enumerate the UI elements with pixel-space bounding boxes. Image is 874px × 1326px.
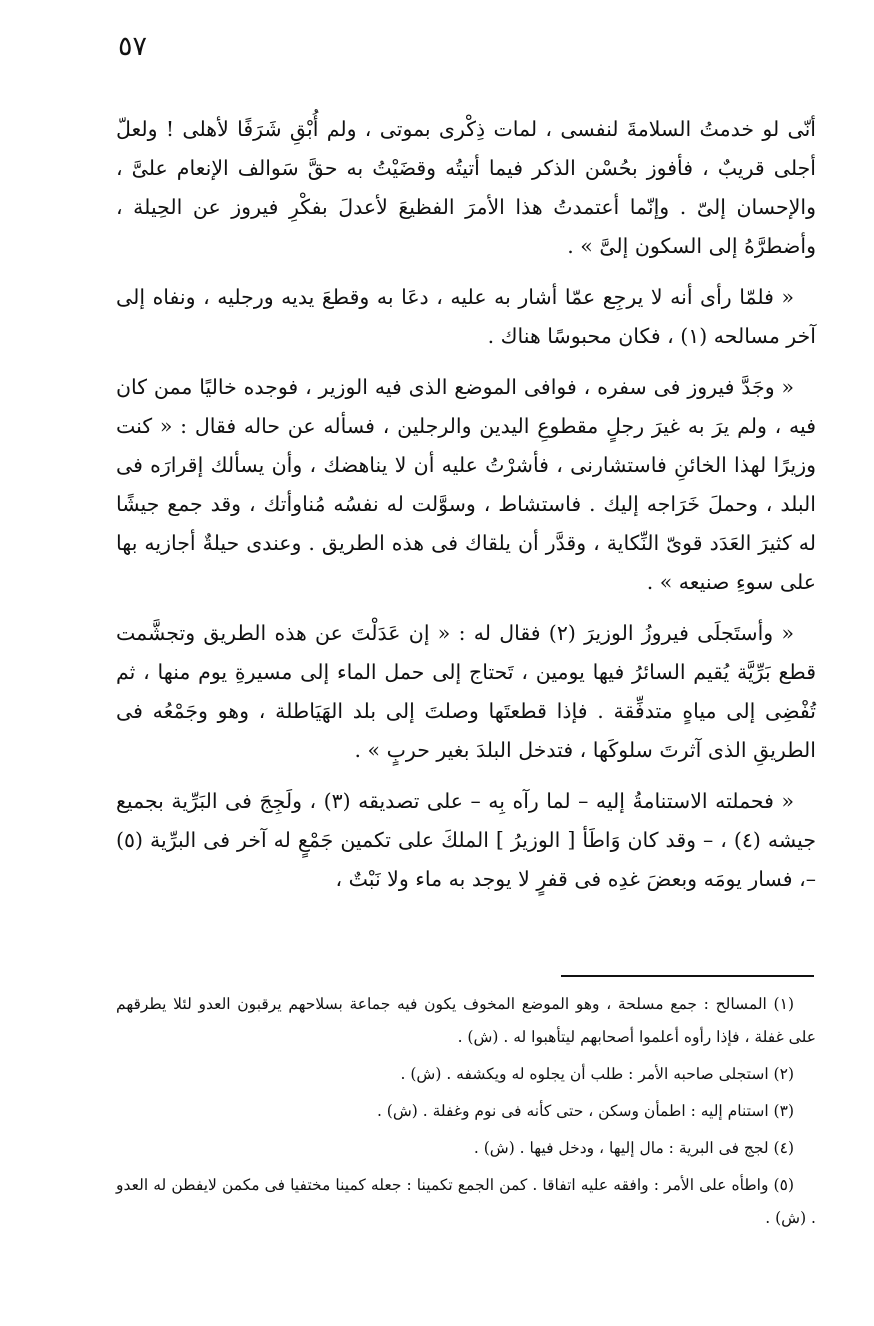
footnote: (٣) استنام إليه : اطمأن وسكن ، حتى كأنه فى نوم وغفلة . (ش) . [376,1102,794,1120]
footnote-separator [561,975,814,977]
footnotes [116,988,816,1239]
paragraph: « فحملته الاستنامةُ إليه – لما رآه بِه – على تصديقه (٣) ، ولَجِجَ فى البَرِّية بجميع جيشه (٤) ، – وقد كان وَاطَأ [ الوزيرُ ] الملكَ على تكمين جَمْعٍ له آخر فى البرِّية (٥) –، فسار يومَه وبعضَ غدِه فى قفرٍ لا يوجد به ماء ولا نَبْتٌ ، [116,789,817,891]
main-text [116,110,816,911]
paragraph: أنّى لو خدمتُ السلامةَ لنفسى ، لمات ذِكْرى بموتى ، ولم أُبْقِ شَرَفًا لأهلى ! ولعلّ أجلى قريبٌ ، فأفوز بحُسْن الذكر فيما أتيتُه وقضَيْتُ به حقَّ سَوالف الإنعام علىَّ ، والإحسان إلىّ . وإنّما أعتمدتُ هذا الأمرَ الفظيعَ لأعدلَ بفكْرِ فيروز عن الحِيلة ، وأضطرَّهُ إلى السكون إلىَّ » . [116,117,816,258]
footnote: (٢) استجلى صاحبه الأمر : طلب أن يجلوه له ويكشفه . (ش) . [400,1065,794,1083]
footnote: (١) المسالح : جمع مسلحة ، وهو الموضع المخوف يكون فيه جماعة بسلاحهم يرقبون العدو لئلا يطرقهم على غفلة ، فإذا رأوه أعلموا أصحابهم ليتأهبوا له . (ش) . [116,995,816,1046]
footnote: (٤) لجج فى البرية : مال إليها ، ودخل فيها . (ش) . [473,1139,794,1157]
page-number: ٥٧ [118,31,148,62]
paragraph: « وأستَجلَى فيروزُ الوزيرَ (٢) فقال له : « إن عَدَلْتَ عن هذه الطريق وتجشَّمت قطع بَرِّيَّة يُقيم السائرُ فيها يومين ، تَحتاج إلى حمل الماء إلى مسيرةِ يوم منها ، ثم تُفْضِى إلى مياهٍ متدفِّقة . فإذا قطعتَها وصلتَ إلى بلد الهَيَاطلة ، وهو وجَمْعُه فى الطريقِ الذى آثرتَ سلوكَها ، فتدخل البلدَ بغير حربٍ » . [116,621,816,762]
paragraph: « فلمّا رأى أنه لا يرجِع عمّا أشار به عليه ، دعَا به وقطعَ يديه ورجليه ، ونفاه إلى آخر مسالحه (١) ، فكان محبوسًا هناك . [116,285,816,348]
paragraph: « وجَدَّ فيروز فى سفره ، فوافى الموضع الذى فيه الوزير ، فوجده خاليًا ممن كان فيه ، ولم يرَ به غيرَ رجلٍ مقطوعِ اليدين والرجلين ، فسأله عن حاله فقال : « كنت وزيرًا لهذا الخائنِ فاستشارنى ، فأشرْتُ عليه أن لا يناهضك ، وأن يسألك إقرارَه فى البلد ، وحملَ خَرَاجه إليك . فاستشاط ، وسوَّلت له نفسُه مُناوأتك ، وقد جمع جيشًا له كثيرَ العَدَد قوىّ النِّكاية ، وقدَّر أن يلقاك فى هذه الطريق . وعندى حيلةٌ أجازيه بها على سوءِ صنيعه » . [116,375,816,594]
footnote: (٥) واطأه على الأمر : وافقه عليه اتفاقا . كمن الجمع تكمينا : جعله كمينا مختفيا فى مكمن لايفطن له العدو . (ش) . [116,1176,816,1227]
